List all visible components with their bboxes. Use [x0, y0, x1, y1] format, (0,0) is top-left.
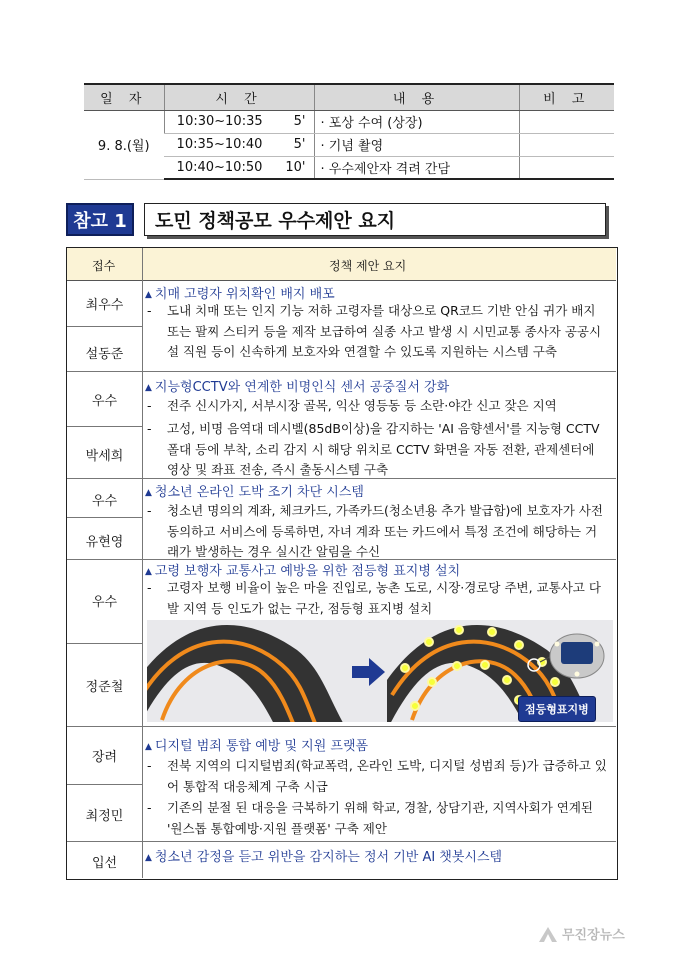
col-content: 내 용 — [314, 84, 519, 110]
section-header — [66, 203, 606, 236]
item-title — [145, 560, 460, 579]
schedule-table — [84, 83, 614, 180]
watermark-text: 무진장뉴스 — [562, 928, 625, 943]
section-title: 도민 정책공모 우수제안 요지 — [144, 203, 606, 236]
schedule-content: · 기념 촬영 — [314, 133, 519, 156]
schedule-note — [519, 156, 614, 179]
item-title — [145, 283, 335, 302]
item-description-text: 전북 지역의 디지털범죄(학교폭력, 온라인 도박, 디지털 성범죄 등)가 급증하고 있어 통합적 대응체계 구축 시급 — [167, 758, 607, 794]
schedule-time: 10:40~10:50 — [164, 156, 275, 179]
item-grade: 입선 — [91, 856, 118, 871]
schedule-note — [519, 133, 614, 156]
item-description: - 고성, 비명 음역대 데시벨(85dB이상)을 감지하는 'AI 음향센서'를 지능형 CCTV 폴대 등에 부착, 소리 감지 시 해당 위치로 CCTV 화면을 자동 전환, 관제센터에 영상 및 좌표 전송, 즉시 출동시스템 구축 — [147, 421, 600, 477]
row-divider — [67, 841, 616, 842]
schedule-row — [84, 110, 614, 133]
label-divider — [67, 784, 142, 785]
item-title — [145, 846, 502, 865]
item-grade: 우수 — [91, 394, 118, 409]
item-proposer: 유현영 — [85, 535, 124, 550]
watermark-logo-icon — [538, 925, 558, 943]
item-description-text: 도내 치매 또는 인지 기능 저하 고령자를 대상으로 QR코드 기반 안심 귀가 배지 또는 팔찌 스티커 등을 제작 보급하여 실종 사고 발생 시 시민교통 종사자 공공시설 직원 등이 신속하게 보호자와 연결할 수 있도록 지원하는 시스템 구축 — [167, 303, 602, 359]
schedule-time: 10:30~10:35 — [164, 110, 275, 133]
item-description: - 청소년 명의의 계좌, 체크카드, 가족카드(청소년용 추가 발급함)에 보호자가 사전 동의하고 서비스에 등록하면, 자녀 계좌 또는 카드에서 특정 조건에 해당하는 거래가 발생하는 경우 실시간 알림을 수신 — [147, 503, 603, 559]
item-title-text: 디지털 범죄 통합 예방 및 지원 프랫폼 — [154, 739, 369, 754]
item-grade: 장려 — [91, 750, 118, 765]
triangle-icon: ▲ — [145, 853, 152, 863]
header-summary: 정책 제안 요지 — [329, 259, 407, 273]
item-title-text: 청소년 감정을 듣고 위반을 감지하는 정서 기반 AI 챗봇시스템 — [154, 850, 503, 865]
watermark — [538, 924, 625, 943]
header-received: 접수 — [92, 259, 116, 273]
item-proposer: 최정민 — [85, 809, 124, 824]
schedule-content: · 포상 수여 (상장) — [314, 110, 519, 133]
row-divider — [67, 726, 616, 727]
item-description: - 고령자 보행 비율이 높은 마을 진입로, 농촌 도로, 시장·경로당 주변, 교통사고 다발 지역 등 인도가 없는 구간, 점등형 표지병 설치 — [147, 580, 601, 616]
schedule-row — [84, 156, 614, 179]
label-divider — [67, 426, 142, 427]
item-description-text: 전주 신시가지, 서부시장 골목, 익산 영등동 등 소란·야간 신고 잦은 지역 — [167, 398, 557, 413]
schedule-duration: 10' — [275, 156, 314, 179]
schedule-row — [84, 133, 614, 156]
triangle-icon: ▲ — [145, 290, 152, 300]
schedule-duration: 5' — [275, 133, 314, 156]
proposals-table-header — [67, 248, 616, 281]
schedule-duration: 5' — [275, 110, 314, 133]
item-description-text: 기존의 분절 된 대응을 극복하기 위해 학교, 경찰, 상담기관, 지역사회가 연계된 '원스톱 통합예방·지원 플랫폼' 구축 제안 — [167, 800, 593, 836]
triangle-icon: ▲ — [145, 383, 152, 393]
label-divider — [67, 643, 142, 644]
item-description: - 기존의 분절 된 대응을 극복하기 위해 학교, 경찰, 상담기관, 지역사회가 연계된 '원스톱 통합예방·지원 플랫폼' 구축 제안 — [147, 800, 593, 836]
col-date: 일 자 — [84, 84, 164, 110]
item-description-text: 고령자 보행 비율이 높은 마을 진입로, 농촌 도로, 시장·경로당 주변, 교통사고 다발 지역 등 인도가 없는 구간, 점등형 표지병 설치 — [167, 580, 601, 616]
row-divider — [67, 371, 616, 372]
item-description: - 도내 치매 또는 인지 기능 저하 고령자를 대상으로 QR코드 기반 안심 귀가 배지 또는 팔찌 스티커 등을 제작 보급하여 실종 사고 발생 시 시민교통 종사자 공공시설 직원 등이 신속하게 보호자와 연결할 수 있도록 지원하는 시스템 구축 — [147, 303, 602, 359]
item-grade: 우수 — [91, 595, 118, 610]
item-description-text: 청소년 명의의 계좌, 체크카드, 가족카드(청소년용 추가 발급함)에 보호자가 사전 동의하고 서비스에 등록하면, 자녀 계좌 또는 카드에서 특정 조건에 해당하는 거래가 발생하는 경우 실시간 알림을 수신 — [167, 503, 603, 559]
label-divider — [67, 517, 142, 518]
item-title-text: 청소년 온라인 도박 조기 차단 시스템 — [154, 485, 364, 500]
item-title-text: 치매 고령자 위치확인 배지 배포 — [154, 287, 335, 302]
item-description: - 전북 지역의 디지털범죄(학교폭력, 온라인 도박, 디지털 성범죄 등)가 급증하고 있어 통합적 대응체계 구축 시급 — [147, 758, 607, 794]
schedule-header-row — [84, 84, 614, 110]
triangle-icon: ▲ — [145, 742, 152, 752]
road-marker-label: 점등형표지병 — [518, 696, 596, 722]
col-note: 비 고 — [519, 84, 614, 110]
item-grade: 최우수 — [85, 298, 124, 313]
col-time: 시 간 — [164, 84, 314, 110]
triangle-icon: ▲ — [145, 488, 152, 498]
item-proposer: 설동준 — [85, 347, 124, 362]
item-title-text: 지능형CCTV와 연계한 비명인식 센서 공중질서 강화 — [154, 380, 450, 395]
schedule-date: 9. 8.(월) — [84, 110, 164, 179]
schedule-content: · 우수제안자 격려 간담 — [314, 156, 519, 179]
item-title — [145, 735, 368, 754]
item-title — [145, 481, 364, 500]
proposals-table — [66, 247, 618, 880]
schedule-note — [519, 110, 614, 133]
item-title-text: 고령 보행자 교통사고 예방을 위한 점등형 표지병 설치 — [154, 564, 461, 579]
item-grade: 우수 — [91, 494, 118, 509]
item-description-text: 고성, 비명 음역대 데시벨(85dB이상)을 감지하는 'AI 음향센서'를 지능형 CCTV 폴대 등에 부착, 소리 감지 시 해당 위치로 CCTV 화면을 자동 전환, 관제센터에 영상 및 좌표 전송, 즉시 출동시스템 구축 — [167, 421, 600, 477]
item-proposer: 정준철 — [85, 680, 124, 695]
item-proposer: 박세희 — [85, 449, 124, 464]
schedule-time: 10:35~10:40 — [164, 133, 275, 156]
item-description: - 전주 신시가지, 서부시장 골목, 익산 영등동 등 소란·야간 신고 잦은 지역 — [147, 398, 557, 413]
triangle-icon: ▲ — [145, 567, 152, 577]
item-title — [145, 376, 449, 395]
column-divider — [142, 248, 143, 878]
label-divider — [67, 326, 142, 327]
reference-badge: 참고 1 — [66, 203, 134, 236]
